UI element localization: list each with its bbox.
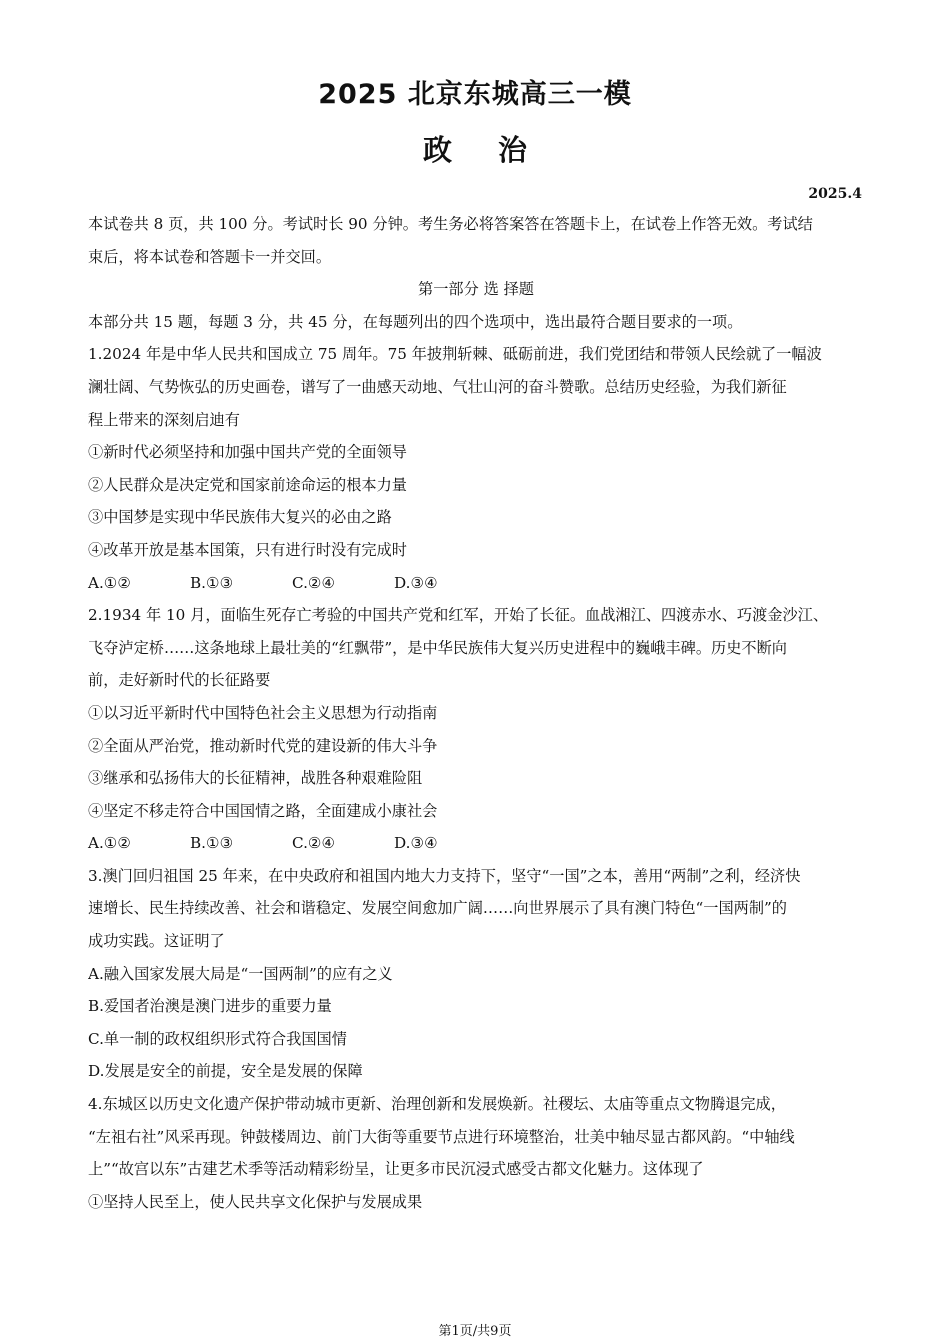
question-2 bbox=[88, 599, 864, 860]
choice-c: C.单一制的政权组织形式符合我国国情 bbox=[88, 1029, 347, 1048]
option-c: C.②④ bbox=[292, 834, 336, 853]
question-stem-line: 程上带来的深刻启迪有 bbox=[88, 410, 240, 429]
question-item: ④改革开放是基本国策，只有进行时没有完成时 bbox=[88, 540, 407, 559]
question-stem-line: 澜壮阔、气势恢弘的历史画卷，谱写了一曲感天动地、气壮山河的奋斗赞歌。总结历史经验，为我们新征 bbox=[88, 377, 787, 396]
exam-content bbox=[88, 208, 864, 1218]
option-b: B.①③ bbox=[190, 834, 234, 853]
option-b: B.①③ bbox=[190, 573, 234, 592]
question-item: ④坚定不移走符合中国国情之路，全面建成小康社会 bbox=[88, 801, 438, 820]
question-item: ①坚持人民至上，使人民共享文化保护与发展成果 bbox=[88, 1192, 423, 1211]
question-4 bbox=[88, 1088, 864, 1218]
question-item: ③中国梦是实现中华民族伟大复兴的必由之路 bbox=[88, 508, 392, 527]
option-d: D.③④ bbox=[394, 573, 438, 592]
question-stem-line: 2.1934 年 10 月，面临生死存亡考验的中国共产党和红军，开始了长征。血战湘江、四渡赤水、巧渡金沙江、 bbox=[88, 606, 829, 625]
question-3 bbox=[88, 860, 864, 1088]
option-d: D.③④ bbox=[394, 834, 438, 853]
question-stem-line: 飞夺泸定桥……这条地球上最壮美的“红飘带”，是中华民族伟大复兴历史进程中的巍峨丰碑。历史不断向 bbox=[88, 638, 787, 657]
question-stem-line: 上”“故宫以东”古建艺术季等活动精彩纷呈，让更多市民沉浸式感受古都文化魅力。这体现了 bbox=[88, 1160, 704, 1179]
answer-options bbox=[88, 827, 864, 860]
question-stem-line: 前，走好新时代的长征路要 bbox=[88, 671, 271, 690]
intro-line: 束后，将本试卷和答题卡一并交回。 bbox=[88, 247, 331, 266]
choice-b: B.爱国者治澳是澳门进步的重要力量 bbox=[88, 997, 332, 1016]
question-stem-line: 成功实践。这证明了 bbox=[88, 932, 225, 951]
question-stem-line: 4.东城区以历史文化遗产保护带动城市更新、治理创新和发展焕新。社稷坛、太庙等重点文物腾退完成， bbox=[88, 1095, 786, 1114]
part-one-title: 第一部分 选 择题 bbox=[418, 280, 534, 299]
exam-date: 2025.4 bbox=[808, 186, 862, 202]
choice-d: D.发展是安全的前提，安全是发展的保障 bbox=[88, 1062, 363, 1081]
option-a: A.①② bbox=[88, 834, 132, 853]
question-item: ①以习近平新时代中国特色社会主义思想为行动指南 bbox=[88, 703, 438, 722]
question-1 bbox=[88, 338, 864, 599]
choice-a: A.融入国家发展大局是“一国两制”的应有之义 bbox=[88, 964, 393, 983]
exam-title: 2025 北京东城高三一模 bbox=[318, 79, 632, 110]
question-item: ②全面从严治党，推动新时代党的建设新的伟大斗争 bbox=[88, 736, 438, 755]
option-a: A.①② bbox=[88, 573, 132, 592]
question-item: ③继承和弘扬伟大的长征精神，战胜各种艰难险阻 bbox=[88, 769, 423, 788]
question-stem-line: 1.2024 年是中华人民共和国成立 75 周年。75 年披荆斩棘、砥砺前进，我们党团结和带领人民绘就了一幅波 bbox=[88, 345, 822, 364]
page-number: 第1页/共9页 bbox=[438, 1324, 512, 1339]
intro-line: 本试卷共 8 页，共 100 分。考试时长 90 分钟。考生务必将答案答在答题卡上，在试卷上作答无效。考试结 bbox=[88, 215, 813, 233]
answer-options bbox=[88, 567, 864, 600]
option-c: C.②④ bbox=[292, 573, 336, 592]
question-stem-line: 速增长、民生持续改善、社会和谐稳定、发展空间愈加广阔……向世界展示了具有澳门特色“一国两制”的 bbox=[88, 899, 787, 918]
question-item: ②人民群众是决定党和国家前途命运的根本力量 bbox=[88, 475, 407, 494]
question-stem-line: “左祖右社”风采再现。钟鼓楼周边、前门大街等重要节点进行环境整治，壮美中轴尽显古都风韵。“中轴线 bbox=[88, 1127, 795, 1146]
subject-title: 政治 bbox=[422, 133, 573, 167]
question-stem-line: 3.澳门回归祖国 25 年来，在中央政府和祖国内地大力支持下，坚守“一国”之本，善用“两制”之利，经济快 bbox=[88, 866, 801, 885]
question-item: ①新时代必须坚持和加强中国共产党的全面领导 bbox=[88, 443, 407, 462]
part-one-instruction: 本部分共 15 题，每题 3 分，共 45 分，在每题列出的四个选项中，选出最符合题目要求的一项。 bbox=[88, 312, 743, 331]
